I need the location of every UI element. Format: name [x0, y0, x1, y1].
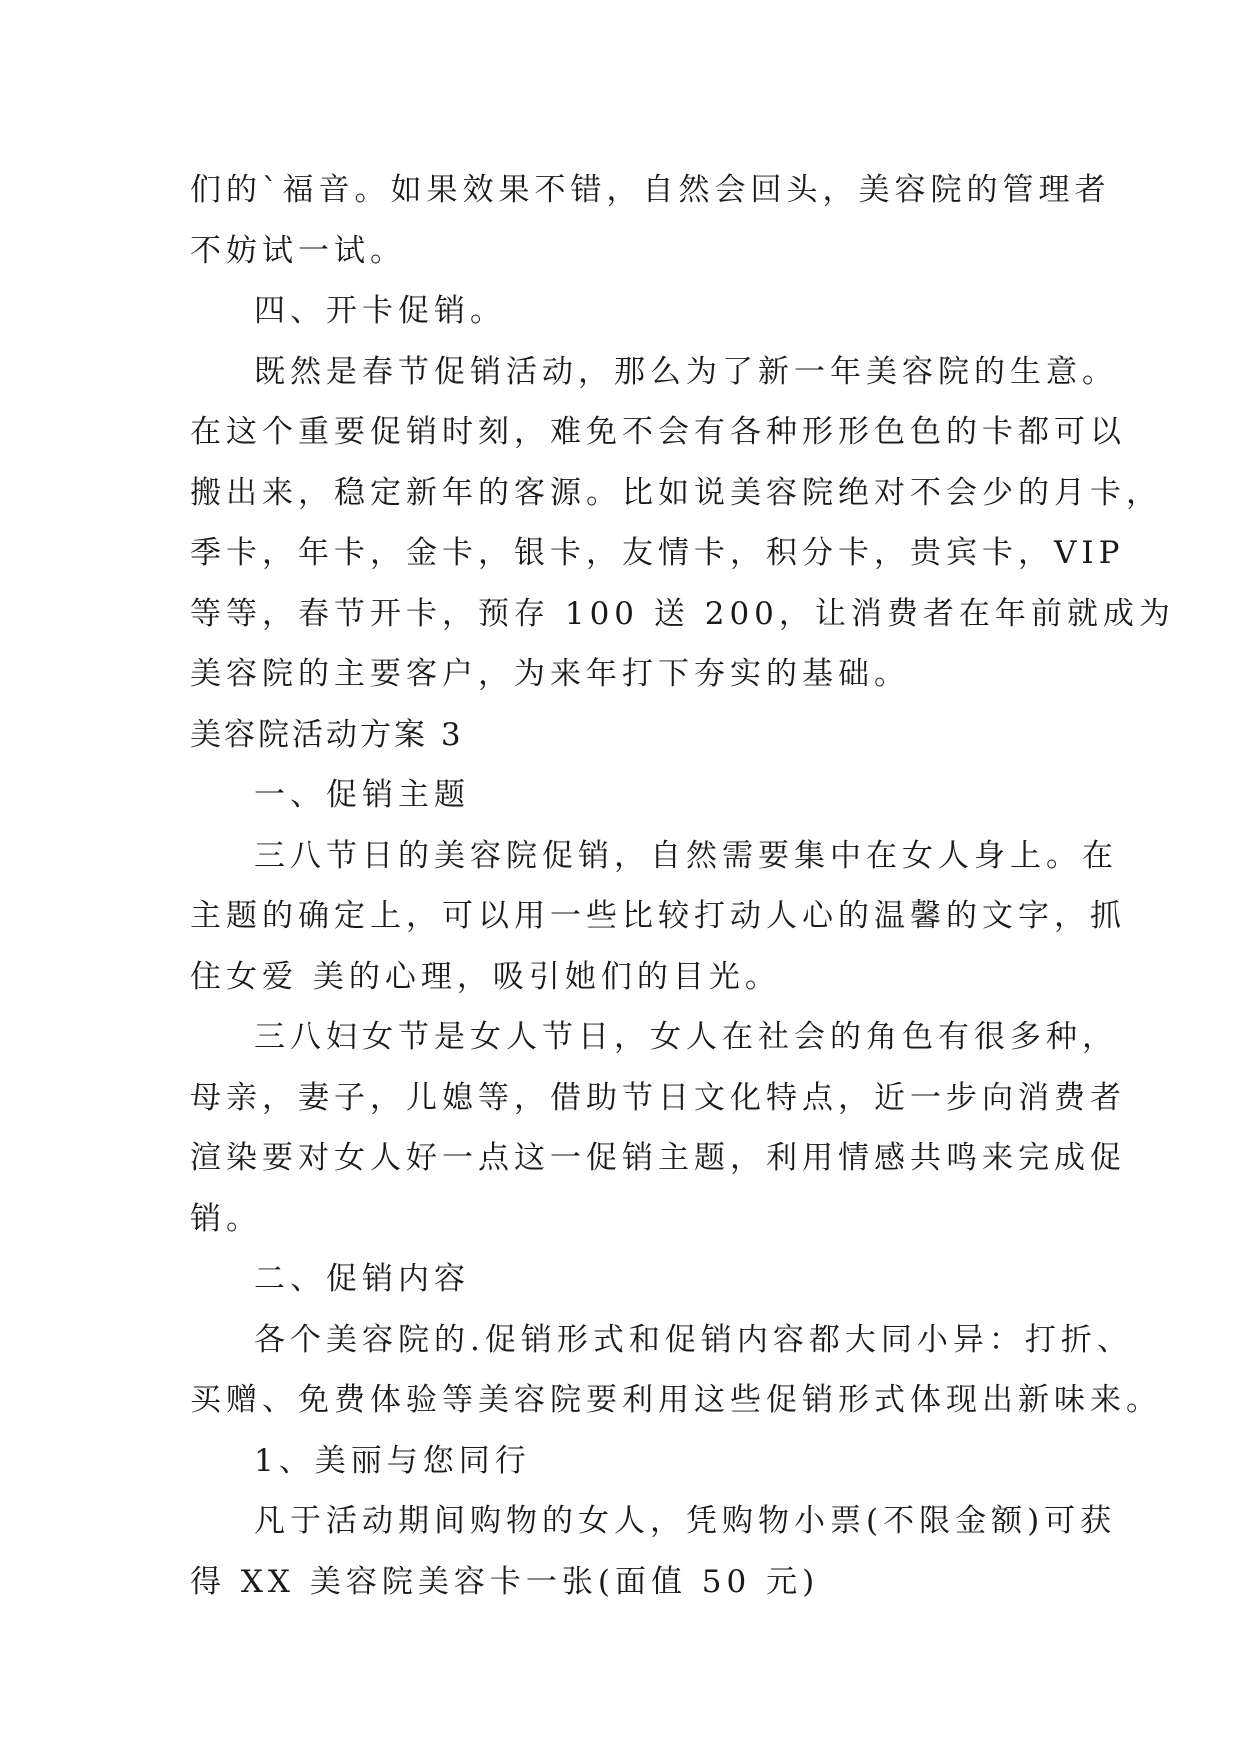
text-line: 母亲，妻子，儿媳等，借助节日文化特点，近一步向消费者	[190, 1079, 1126, 1116]
document-body	[190, 160, 1175, 1612]
text-line: 得 XX 美容院美容卡一张(面值 50 元)	[190, 1563, 820, 1600]
text-line: 三八节日的美容院促销，自然需要集中在女人身上。在	[254, 837, 1118, 874]
section-heading: 一、促销主题	[254, 777, 470, 813]
text-line: 不妨试一试。	[190, 232, 406, 269]
text-line: 渲染要对女人好一点这一促销主题，利用情感共鸣来完成促	[190, 1140, 1126, 1176]
text-line: 凡于活动期间购物的女人，凭购物小票(不限金额)可获	[254, 1503, 1117, 1539]
text-line: 销。	[190, 1200, 262, 1237]
text-line: 既然是春节促销活动，那么为了新一年美容院的生意。	[254, 353, 1118, 390]
text-line: 住女爱 美的心理，吸引她们的目光。	[190, 958, 781, 995]
text-line: 搬出来，稳定新年的客源。比如说美容院绝对不会少的月卡，	[190, 474, 1162, 511]
text-line: 美容院的主要客户，为来年打下夯实的基础。	[190, 656, 910, 692]
text-line: 等等，春节开卡，预存 100 送 200，让消费者在年前就成为	[190, 595, 1175, 632]
text-line: 买赠、免费体验等美容院要利用这些促销形式体现出新味来。	[190, 1382, 1162, 1418]
section-heading: 二、促销内容	[254, 1261, 470, 1297]
subsection-heading: 1、美丽与您同行	[254, 1442, 531, 1479]
section-heading: 四、开卡促销。	[254, 293, 506, 329]
text-line: 们的`福音。如果效果不错，自然会回头，美容院的管理者	[190, 172, 1111, 208]
text-line: 在这个重要促销时刻，难免不会有各种形形色色的卡都可以	[190, 414, 1126, 450]
text-line: 三八妇女节是女人节日，女人在社会的角色有很多种，	[254, 1019, 1118, 1055]
plan-title: 美容院活动方案 3	[190, 716, 464, 753]
text-line: 各个美容院的.促销形式和促销内容都大同小异：打折、	[254, 1321, 1133, 1358]
text-line: 主题的确定上，可以用一些比较打动人心的温馨的文字，抓	[190, 898, 1126, 934]
text-line: 季卡，年卡，金卡，银卡，友情卡，积分卡，贵宾卡，VIP	[190, 535, 1125, 571]
